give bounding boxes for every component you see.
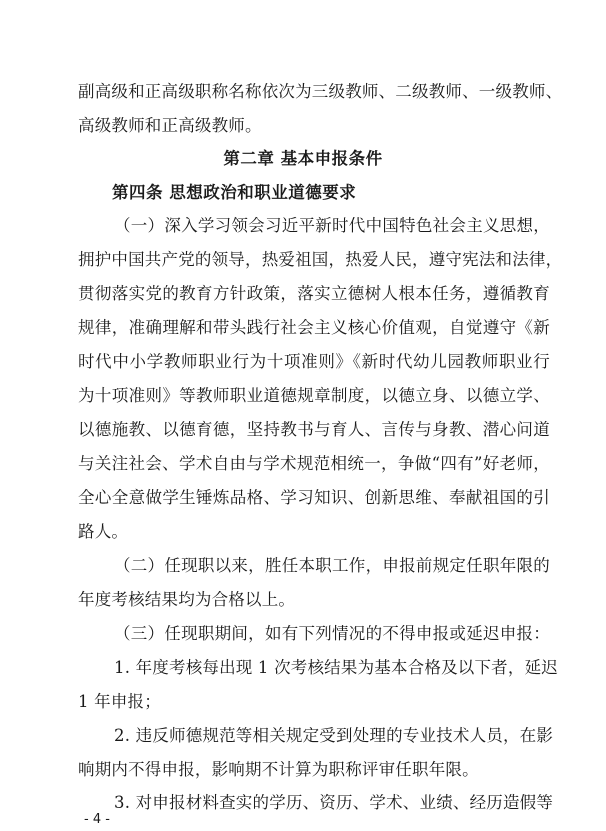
item2-line-1: 2. 违反师德规范等相关规定受到处理的专业技术人员，在影 — [114, 726, 554, 745]
para1-line-3: 贯彻落实党的教育方针政策，落实立德树人根本任务，遵循教育 — [78, 284, 550, 303]
para1-line-2: 拥护中国共产党的领导，热爱祖国，热爱人民，遵守宪法和法律， — [78, 250, 563, 269]
intro-paragraph-line-2: 高级教师和正高级教师。 — [78, 116, 262, 135]
para1-line-10: 路人。 — [78, 522, 129, 541]
para3-line-1: （三）任现职期间，如有下列情况的不得申报或延迟申报： — [114, 624, 550, 643]
para1-line-5: 时代中小学教师职业行为十项准则》《新时代幼儿园教师职业行 — [78, 352, 550, 371]
para1-line-7: 以德施教、以德育德，坚持教书与育人、言传与身教、潜心问道 — [78, 420, 550, 439]
item2-line-2: 响期内不得申报，影响期不计算为职称评审任职年限。 — [78, 760, 479, 779]
item3-line-1: 3. 对申报材料查实的学历、资历、学术、业绩、经历造假等 — [114, 793, 554, 812]
para1-line-8: 与关注社会、学术自由与学术规范相统一，争做“四有”好老师， — [78, 454, 550, 473]
page-number: - 4 - — [84, 812, 110, 827]
para2-line-2: 年度考核结果均为合格以上。 — [78, 590, 296, 609]
para1-line-4: 规律，准确理解和带头践行社会主义核心价值观，自觉遵守《新 — [78, 318, 550, 337]
item1-line-2: 1 年申报； — [78, 692, 161, 711]
intro-paragraph-line-1: 副高级和正高级职称名称依次为三级教师、二级教师、一级教师、 — [78, 82, 563, 101]
item1-line-1: 1. 年度考核每出现 1 次考核结果为基本合格及以下者，延迟 — [114, 658, 558, 677]
para1-line-9: 全心全意做学生锤炼品格、学习知识、创新思维、奉献祖国的引 — [78, 488, 550, 507]
para1-line-1: （一）深入学习领会习近平新时代中国特色社会主义思想， — [114, 216, 550, 235]
article-title: 第四条 思想政治和职业道德要求 — [112, 183, 357, 202]
para1-line-6: 为十项准则》等教师职业道德规章制度，以德立身、以德立学、 — [78, 386, 550, 405]
para2-line-1: （二）任现职以来，胜任本职工作，申报前规定任职年限的 — [114, 556, 550, 575]
chapter-title: 第二章 基本申报条件 — [223, 149, 383, 168]
